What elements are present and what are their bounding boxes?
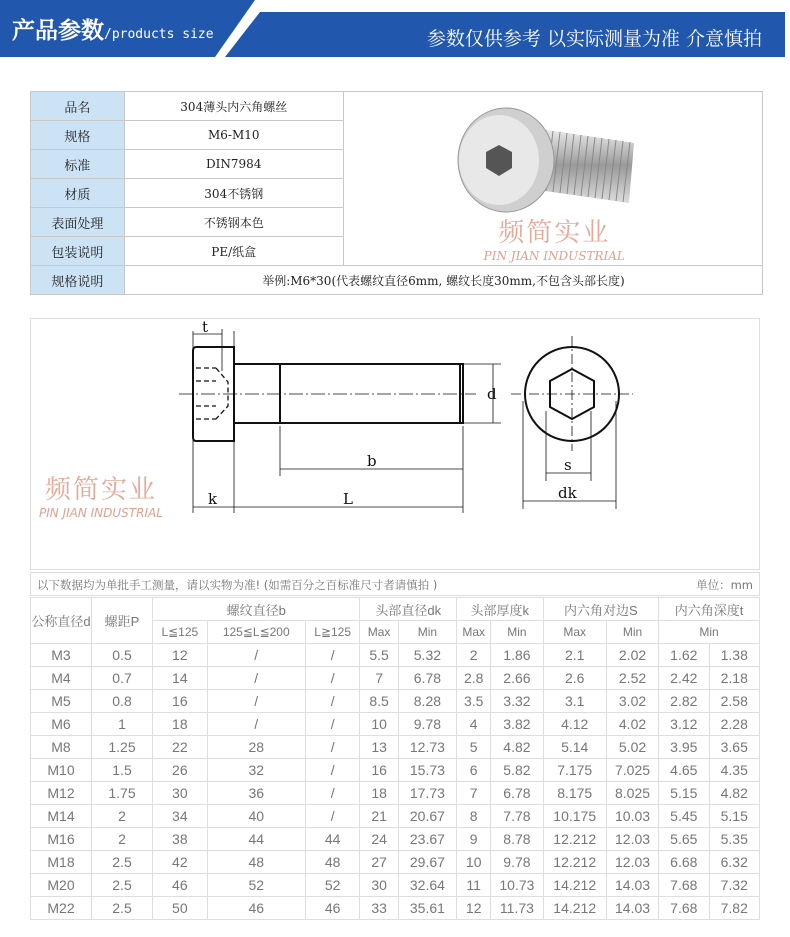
table-cell: M10 <box>31 759 92 782</box>
table-cell: 8.78 <box>491 828 543 851</box>
table-cell: 46 <box>305 897 360 920</box>
info-value: 304不锈钢 <box>124 179 343 208</box>
table-cell: / <box>305 805 360 828</box>
table-cell: 20.67 <box>398 805 456 828</box>
header-banner <box>0 0 790 58</box>
sub-header: Min <box>606 621 658 644</box>
table-cell: 5.15 <box>659 782 709 805</box>
table-cell: 2.5 <box>92 874 153 897</box>
table-cell: / <box>207 713 305 736</box>
info-row <box>31 92 763 121</box>
table-cell: / <box>305 667 360 690</box>
table-cell: 3.12 <box>659 713 709 736</box>
info-label: 规格说明 <box>31 266 125 295</box>
table-cell: 10 <box>457 851 491 874</box>
note-text: 以下数据均为单批手工测量，请以实物为准! (如需百分之百标准尺寸者请慎拍 ) <box>37 578 438 592</box>
table-cell: 18 <box>153 713 208 736</box>
spec-table <box>30 597 760 920</box>
screw-diagram <box>31 319 761 571</box>
table-cell: 3.5 <box>457 690 491 713</box>
info-value: 不锈钢本色 <box>124 208 343 237</box>
table-cell: 4.82 <box>709 782 760 805</box>
table-cell: 2 <box>457 644 491 667</box>
label-k: k <box>208 490 218 508</box>
table-cell: 5 <box>457 736 491 759</box>
table-cell: 5.32 <box>398 644 456 667</box>
info-value: 举例:M6*30(代表螺纹直径6mm, 螺纹长度30mm,不包含头部长度) <box>124 266 762 295</box>
table-cell: / <box>305 644 360 667</box>
info-label: 包装说明 <box>31 237 125 266</box>
label-dk: dk <box>558 484 577 502</box>
table-cell: 8.28 <box>398 690 456 713</box>
table-cell: 4.82 <box>491 736 543 759</box>
table-cell: 30 <box>153 782 208 805</box>
table-cell: 36 <box>207 782 305 805</box>
table-row <box>31 828 760 851</box>
screw-shank <box>234 364 463 423</box>
table-cell: 13 <box>360 736 398 759</box>
table-cell: 1.25 <box>92 736 153 759</box>
table-row <box>31 644 760 667</box>
table-cell: 2.18 <box>709 667 760 690</box>
table-cell: / <box>305 736 360 759</box>
table-cell: 17.73 <box>398 782 456 805</box>
table-cell: 22 <box>153 736 208 759</box>
table-cell: 2.8 <box>457 667 491 690</box>
table-cell: 1.86 <box>491 644 543 667</box>
table-cell: 52 <box>207 874 305 897</box>
sub-header: Max <box>543 621 606 644</box>
table-cell: 35.61 <box>398 897 456 920</box>
table-cell: 26 <box>153 759 208 782</box>
col-k: 头部厚度k <box>457 598 543 621</box>
table-cell: M12 <box>31 782 92 805</box>
table-cell: 29.67 <box>398 851 456 874</box>
table-cell: 10 <box>360 713 398 736</box>
unit-label: 单位：mm <box>696 578 753 592</box>
banner-note: 参数仅供参考 以实际测量为准 介意慎拍 <box>426 28 762 50</box>
col-d: 公称直径d <box>31 598 92 644</box>
table-cell: 33 <box>360 897 398 920</box>
table-cell: 4.12 <box>543 713 606 736</box>
label-L: L <box>343 490 353 508</box>
sub-header: Max <box>457 621 491 644</box>
info-label: 规格 <box>31 121 125 150</box>
table-cell: 9.78 <box>398 713 456 736</box>
table-cell: 14.03 <box>606 874 658 897</box>
info-value: M6-M10 <box>124 121 343 150</box>
table-cell: 12.03 <box>606 851 658 874</box>
table-cell: M16 <box>31 828 92 851</box>
info-label: 材质 <box>31 179 125 208</box>
table-cell: 5.14 <box>543 736 606 759</box>
table-cell: 5.45 <box>659 805 709 828</box>
table-cell: 46 <box>207 897 305 920</box>
table-cell: / <box>305 759 360 782</box>
sub-header: 125≦L≦200 <box>207 621 305 644</box>
table-cell: 10.03 <box>606 805 658 828</box>
sub-header: Max <box>360 621 398 644</box>
label-t: t <box>202 319 209 336</box>
label-s: s <box>564 456 572 474</box>
table-cell: 32 <box>207 759 305 782</box>
table-cell: 40 <box>207 805 305 828</box>
table-cell: 2.1 <box>543 644 606 667</box>
info-value: 304薄头内六角螺丝 <box>124 92 343 121</box>
table-cell: 21 <box>360 805 398 828</box>
table-cell: 38 <box>153 828 208 851</box>
table-cell: 32.64 <box>398 874 456 897</box>
table-cell: 5.02 <box>606 736 658 759</box>
table-cell: M20 <box>31 874 92 897</box>
table-cell: 5.35 <box>709 828 760 851</box>
table-cell: 7 <box>360 667 398 690</box>
table-cell: 12.212 <box>543 828 606 851</box>
table-cell: 5.65 <box>659 828 709 851</box>
product-info-table <box>30 91 763 295</box>
table-cell: 27 <box>360 851 398 874</box>
table-row <box>31 736 760 759</box>
table-cell: 7.78 <box>491 805 543 828</box>
table-cell: 52 <box>305 874 360 897</box>
table-cell: 1.5 <box>92 759 153 782</box>
table-cell: 8.175 <box>543 782 606 805</box>
table-cell: M14 <box>31 805 92 828</box>
watermark-en: PIN JIAN INDUSTRIAL <box>483 249 625 263</box>
table-cell: 15.73 <box>398 759 456 782</box>
info-label: 标准 <box>31 150 125 179</box>
col-dk: 头部直径dk <box>360 598 457 621</box>
table-cell: 8.5 <box>360 690 398 713</box>
table-cell: 6.78 <box>491 782 543 805</box>
table-cell: 6.32 <box>709 851 760 874</box>
label-d: d <box>487 385 497 403</box>
sub-header: L≦125 <box>153 621 208 644</box>
table-cell: 2.82 <box>659 690 709 713</box>
table-cell: 3.02 <box>606 690 658 713</box>
title-cn: 产品参数 <box>12 18 104 44</box>
table-cell: 14.212 <box>543 874 606 897</box>
table-cell: 42 <box>153 851 208 874</box>
table-cell: 3.32 <box>491 690 543 713</box>
table-cell: 2.42 <box>659 667 709 690</box>
table-cell: 2.6 <box>543 667 606 690</box>
watermark-cn: 频简实业 <box>44 475 157 505</box>
table-cell: 14.03 <box>606 897 658 920</box>
table-cell: 1.75 <box>92 782 153 805</box>
sub-header: Min <box>491 621 543 644</box>
label-b: b <box>367 452 377 470</box>
table-cell: 7.025 <box>606 759 658 782</box>
table-cell: 5.5 <box>360 644 398 667</box>
sub-header: Min <box>659 621 760 644</box>
table-cell: / <box>207 690 305 713</box>
table-cell: / <box>207 644 305 667</box>
banner-title <box>12 12 214 45</box>
table-row <box>31 782 760 805</box>
table-cell: 2.58 <box>709 690 760 713</box>
table-cell: 3.65 <box>709 736 760 759</box>
table-cell: 1.62 <box>659 644 709 667</box>
table-cell: 0.7 <box>92 667 153 690</box>
table-cell: 2.52 <box>606 667 658 690</box>
table-cell: 2.28 <box>709 713 760 736</box>
table-cell: 4.65 <box>659 759 709 782</box>
table-cell: 6 <box>457 759 491 782</box>
table-cell: 23.67 <box>398 828 456 851</box>
table-row <box>31 667 760 690</box>
watermark-cn: 频简实业 <box>498 218 611 248</box>
table-cell: 2.02 <box>606 644 658 667</box>
table-cell: 12 <box>153 644 208 667</box>
title-en: /products size <box>104 27 214 42</box>
table-cell: / <box>207 667 305 690</box>
screw-photo <box>444 98 644 228</box>
table-cell: 28 <box>207 736 305 759</box>
table-cell: 2.66 <box>491 667 543 690</box>
table-cell: 30 <box>360 874 398 897</box>
table-cell: / <box>305 782 360 805</box>
table-cell: 11.73 <box>491 897 543 920</box>
table-cell: 46 <box>153 874 208 897</box>
watermark-en: PIN JIAN INDUSTRIAL <box>39 506 163 520</box>
table-cell: M22 <box>31 897 92 920</box>
table-cell: 5.15 <box>709 805 760 828</box>
table-cell: 7 <box>457 782 491 805</box>
sub-header: Min <box>398 621 456 644</box>
table-cell: 10.175 <box>543 805 606 828</box>
table-cell: 0.5 <box>92 644 153 667</box>
table-cell: M18 <box>31 851 92 874</box>
table-cell: 1.38 <box>709 644 760 667</box>
table-cell: 12 <box>457 897 491 920</box>
table-cell: 8 <box>457 805 491 828</box>
table-cell: 7.82 <box>709 897 760 920</box>
table-cell: 44 <box>305 828 360 851</box>
table-cell: 11 <box>457 874 491 897</box>
table-row <box>31 759 760 782</box>
info-row <box>31 266 763 295</box>
table-cell: 24 <box>360 828 398 851</box>
product-photo <box>343 92 762 266</box>
dimension-drawing <box>30 318 760 570</box>
table-cell: 18 <box>360 782 398 805</box>
col-s: 内六角对边S <box>543 598 659 621</box>
table-cell: 7.68 <box>659 874 709 897</box>
info-label: 品名 <box>31 92 125 121</box>
table-cell: 7.175 <box>543 759 606 782</box>
table-cell: 4.02 <box>606 713 658 736</box>
table-cell: 3.95 <box>659 736 709 759</box>
table-cell: 7.32 <box>709 874 760 897</box>
table-cell: 2 <box>92 805 153 828</box>
table-cell: M6 <box>31 713 92 736</box>
table-cell: 48 <box>305 851 360 874</box>
table-cell: 14.212 <box>543 897 606 920</box>
table-row <box>31 805 760 828</box>
col-t: 内六角深度t <box>659 598 760 621</box>
table-cell: 34 <box>153 805 208 828</box>
table-cell: 8.025 <box>606 782 658 805</box>
table-cell: 9 <box>457 828 491 851</box>
table-cell: 6.78 <box>398 667 456 690</box>
table-cell: 5.82 <box>491 759 543 782</box>
sub-header: L≧125 <box>305 621 360 644</box>
table-cell: / <box>305 713 360 736</box>
table-row <box>31 851 760 874</box>
table-cell: 1 <box>92 713 153 736</box>
table-cell: 4.35 <box>709 759 760 782</box>
col-b: 螺纹直径b <box>153 598 360 621</box>
table-cell: 4 <box>457 713 491 736</box>
table-cell: M4 <box>31 667 92 690</box>
table-cell: 3.82 <box>491 713 543 736</box>
table-cell: 50 <box>153 897 208 920</box>
table-row <box>31 874 760 897</box>
table-cell: 0.8 <box>92 690 153 713</box>
table-cell: 16 <box>360 759 398 782</box>
table-cell: M5 <box>31 690 92 713</box>
table-cell: 12.03 <box>606 828 658 851</box>
table-cell: 12.73 <box>398 736 456 759</box>
table-cell: 3.1 <box>543 690 606 713</box>
table-cell: / <box>305 690 360 713</box>
table-row <box>31 897 760 920</box>
table-row <box>31 713 760 736</box>
table-cell: 48 <box>207 851 305 874</box>
table-cell: 2.5 <box>92 851 153 874</box>
table-cell: 10.73 <box>491 874 543 897</box>
table-cell: 2.5 <box>92 897 153 920</box>
table-row <box>31 690 760 713</box>
table-cell: M8 <box>31 736 92 759</box>
col-p: 螺距P <box>92 598 153 644</box>
table-cell: 9.78 <box>491 851 543 874</box>
table-cell: 2 <box>92 828 153 851</box>
measurement-note <box>30 572 760 596</box>
table-cell: 44 <box>207 828 305 851</box>
info-label: 表面处理 <box>31 208 125 237</box>
table-cell: 6.68 <box>659 851 709 874</box>
table-cell: 16 <box>153 690 208 713</box>
table-cell: 12.212 <box>543 851 606 874</box>
table-cell: 14 <box>153 667 208 690</box>
info-value: DIN7984 <box>124 150 343 179</box>
info-value: PE/纸盒 <box>124 237 343 266</box>
table-cell: 7.68 <box>659 897 709 920</box>
table-cell: M3 <box>31 644 92 667</box>
